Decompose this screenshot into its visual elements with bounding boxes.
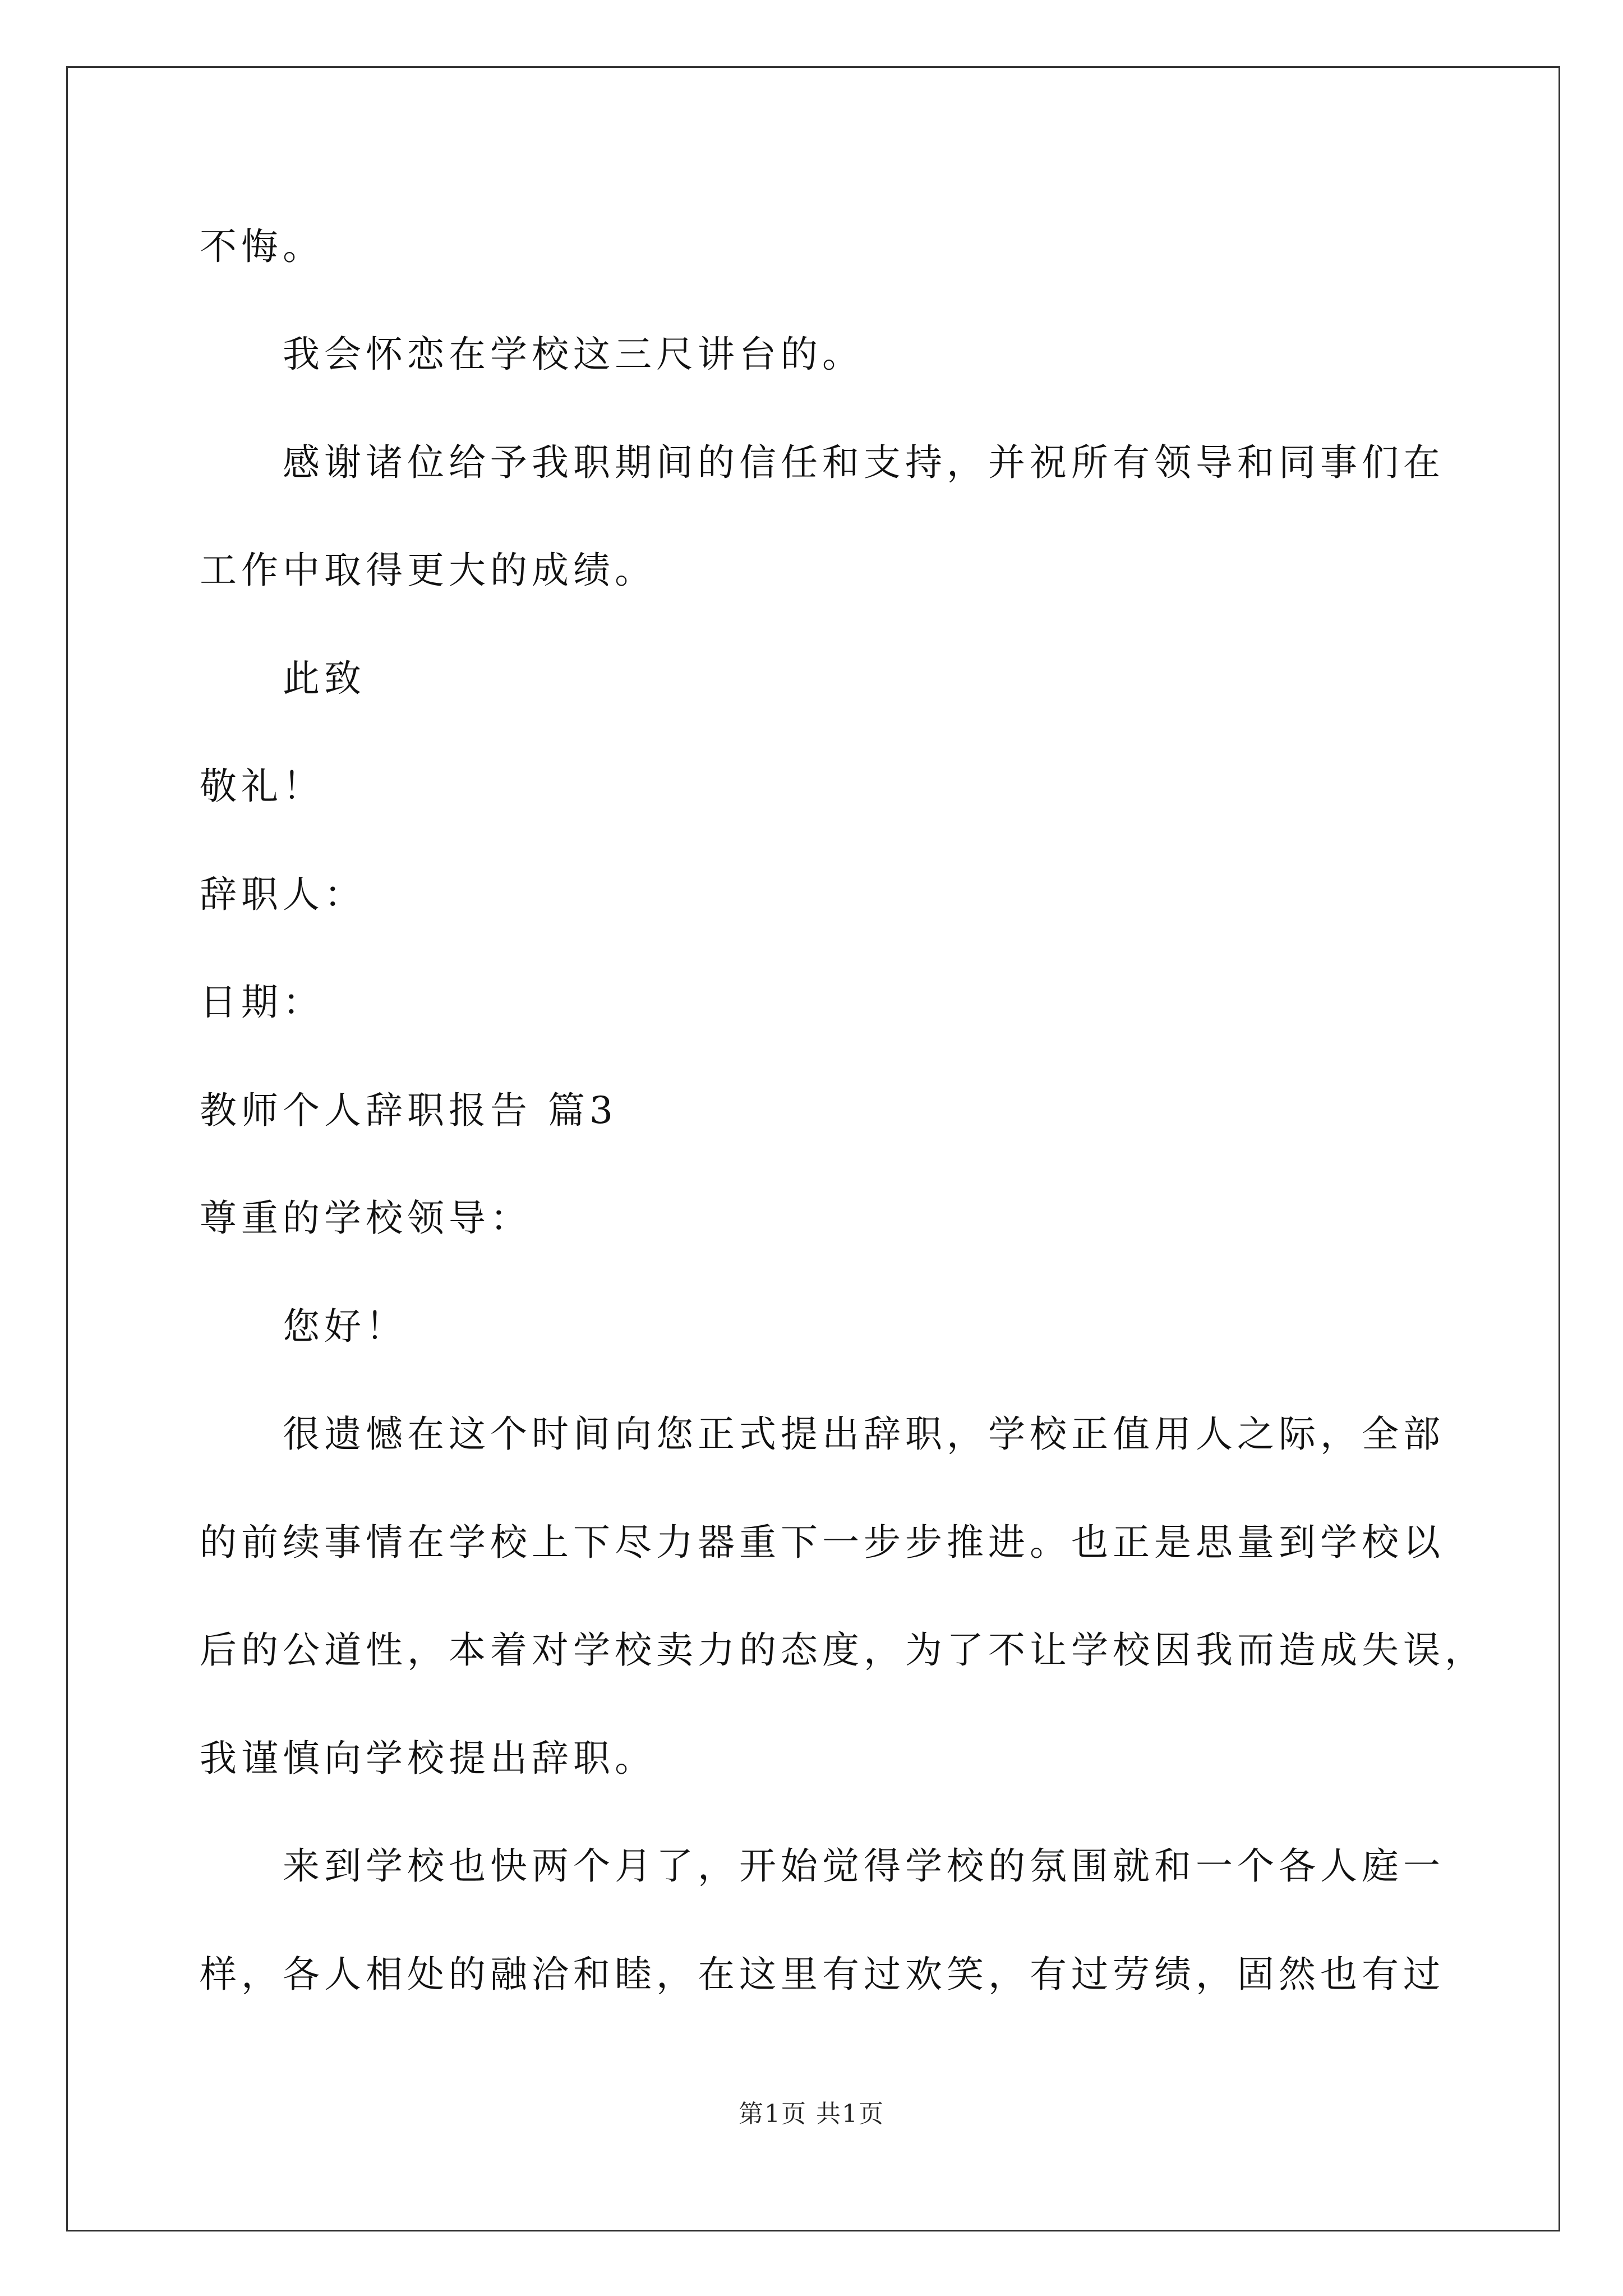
text-line: 的前续事情在学校上下尽力器重下一步步推进。也正是思量到学校以: [200, 1521, 1445, 1564]
text-line: 不悔。: [200, 225, 324, 268]
text-line: 辞职人：: [200, 873, 366, 916]
text-line: 感谢诸位给予我职期间的信任和支持，并祝所有领导和同事们在: [283, 441, 1445, 484]
text-line: 工作中取得更大的成绩。: [200, 549, 656, 592]
section-heading: 教师个人辞职报告 篇3: [200, 1089, 617, 1132]
text-line: 敬礼！: [200, 765, 324, 808]
text-line: 尊重的学校领导：: [200, 1197, 532, 1240]
text-line: 您好！: [283, 1305, 407, 1348]
text-line: 样，各人相处的融洽和睦，在这里有过欢笑，有过劳绩，固然也有过: [200, 1953, 1445, 1996]
text-line: 来到学校也快两个月了，开始觉得学校的氛围就和一个各人庭一: [283, 1844, 1445, 1888]
text-line: 日期：: [200, 981, 324, 1024]
page-footer: 第1页 共1页: [739, 2100, 884, 2128]
text-line: 后的公道性，本着对学校卖力的态度，为了不让学校因我而造成失误，: [200, 1628, 1486, 1672]
text-line: 很遗憾在这个时间向您正式提出辞职，学校正值用人之际，全部: [283, 1412, 1445, 1456]
text-line: 我会怀恋在学校这三尺讲台的。: [283, 333, 864, 376]
text-line: 我谨慎向学校提出辞职。: [200, 1737, 656, 1780]
page-border: [66, 66, 1560, 2231]
text-line: 此致: [283, 657, 366, 700]
